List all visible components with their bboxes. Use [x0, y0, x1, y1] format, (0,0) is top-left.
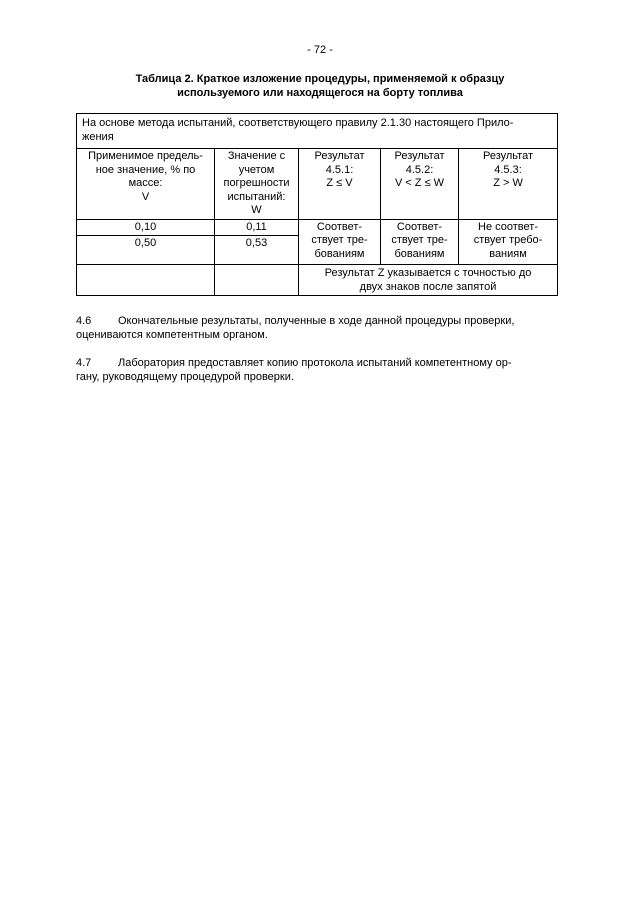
header-line: испытаний: [227, 190, 286, 203]
verdict-line: бованиям [314, 247, 365, 260]
limit-value-cell: 0,10 [77, 219, 215, 236]
header-line: погрешности [223, 177, 290, 189]
verdict-line: ствует тре- [311, 234, 368, 246]
table-title [75, 72, 565, 100]
header-line: Z ≤ V [326, 177, 353, 189]
table-row [77, 219, 558, 236]
header-line: Результат [394, 150, 445, 162]
paragraph-text: Лаборатория предоставляет копию протокола испытаний компетентному ор- [118, 357, 512, 369]
uncertainty-value-cell: 0,53 [215, 236, 299, 265]
header-line: Результат [482, 150, 534, 162]
empty-cell [77, 265, 215, 296]
test-method-basis-line-2: жения [82, 130, 114, 143]
verdict-line: Соответ- [396, 220, 443, 233]
table-title-line-1: Таблица 2. Краткое изложение процедуры, применяемой к образцу [135, 73, 505, 85]
header-line: 4.5.2: [405, 163, 434, 176]
header-line: Применимое предель- [88, 150, 203, 162]
verdict-line: Не соответ- [478, 220, 538, 233]
header-line: учетом [238, 163, 275, 176]
table-title-line-2: используемого или находящегося на борту топлива [177, 87, 463, 99]
procedure-summary-table [76, 113, 558, 296]
header-result-4-5-2 [381, 149, 459, 220]
paragraph-line-1 [76, 356, 564, 370]
header-line: W [251, 204, 262, 216]
header-line: Z > W [493, 177, 523, 189]
header-value-with-uncertainty [215, 149, 299, 220]
header-line: Значение с [227, 150, 286, 162]
paragraph-line-2: гану, руководящему процедурой проверки. [76, 371, 294, 383]
rounding-note-line-2: двух знаков после запятой [359, 280, 497, 293]
rounding-note-cell [299, 265, 558, 296]
verdict-line: ствует требо- [473, 234, 543, 246]
paragraph-number: 4.7 [76, 357, 92, 369]
verdict-line: Соответ- [316, 220, 363, 233]
header-applicable-limit [77, 149, 215, 220]
paragraph-4-7 [76, 356, 564, 384]
verdict-line: ствует тре- [391, 234, 448, 246]
header-line: V < Z ≤ W [394, 177, 445, 189]
paragraph-line-1 [76, 314, 564, 328]
test-method-basis-line-1: На основе метода испытаний, соответствующего правилу 2.1.30 настоящего Прило- [82, 117, 514, 129]
header-line: массе: [128, 177, 163, 189]
header-line: 4.5.1: [325, 163, 354, 176]
table-header-row [77, 149, 558, 220]
verdict-line: ваниям [489, 247, 527, 260]
paragraph-4-6 [76, 314, 564, 342]
verdict-4-5-2-cell [381, 219, 459, 265]
verdict-line: бованиям [394, 247, 445, 260]
rounding-note-line-1: Результат Z указывается с точностью до [324, 267, 532, 279]
header-line: ное значение, % по [95, 163, 196, 176]
paragraph-text: Окончательные результаты, полученные в ходе данной процедуры проверки, [118, 315, 515, 327]
paragraph-number: 4.6 [76, 315, 92, 327]
limit-value-cell: 0,50 [77, 236, 215, 265]
verdict-4-5-1-cell [299, 219, 381, 265]
table-note-row [77, 265, 558, 296]
header-result-4-5-1 [299, 149, 381, 220]
header-line: 4.5.3: [494, 163, 522, 176]
header-line: Результат [314, 150, 365, 162]
verdict-4-5-3-cell [459, 219, 558, 265]
page-number: - 72 - [307, 44, 333, 56]
paragraph-line-2: оцениваются компетентным органом. [76, 329, 268, 341]
uncertainty-value-cell: 0,11 [215, 219, 299, 236]
header-result-4-5-3 [459, 149, 558, 220]
table-basis-row [77, 114, 558, 149]
empty-cell [215, 265, 299, 296]
header-line: V [141, 190, 150, 203]
test-method-basis-cell [77, 114, 558, 149]
